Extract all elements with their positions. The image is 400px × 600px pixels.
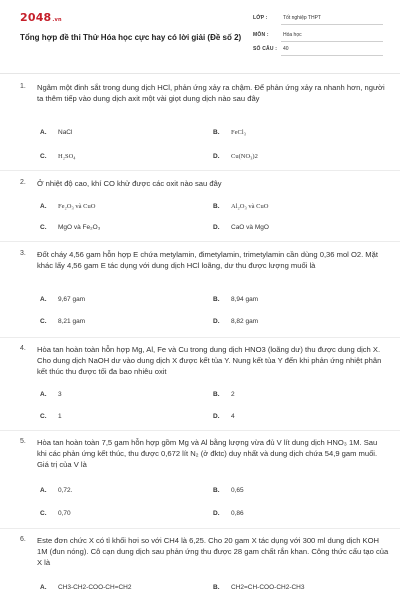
option-label: D. — [213, 510, 220, 517]
question-divider — [0, 241, 400, 242]
option-a[interactable] — [40, 203, 95, 210]
header-divider — [0, 73, 400, 74]
option-label: A. — [40, 487, 47, 494]
meta-lop — [253, 13, 383, 25]
option-a[interactable] — [40, 391, 62, 398]
option-text: MgO và Fe₂O₃ — [58, 224, 101, 231]
mon-value: Hóa học — [283, 32, 302, 38]
mon-underline — [281, 41, 383, 42]
option-a[interactable] — [40, 296, 85, 303]
question-divider — [0, 337, 400, 338]
page-title: Tổng hợp đề thi Thử Hóa học cực hay có lời giải (Đề số 2) — [20, 33, 242, 42]
option-text: 3 — [58, 391, 62, 398]
option-label: A. — [40, 584, 47, 591]
option-text: 0,86 — [231, 510, 244, 517]
option-d[interactable] — [213, 510, 244, 517]
logo-main: 2048 — [20, 11, 52, 24]
site-logo[interactable] — [20, 11, 62, 24]
meta-socau — [253, 44, 383, 56]
option-text: 2 — [231, 391, 235, 398]
option-label: C. — [40, 510, 47, 517]
lop-underline — [281, 24, 383, 25]
option-label: A. — [40, 129, 47, 136]
question-text: Hòa tan hoàn toàn hỗn hợp Mg, Al, Fe và Cu trong dung dịch HNO3 (loãng dư) thu được dung dịch X. Cho dung dịch NaOH dư vào dung dịch X được kết tủa Y. Nung kết tủa Y đến khi phản ứng nhiệt phân kết thúc thu được tối đa bao nhiêu oxit — [37, 345, 382, 377]
option-text: 8,21 gam — [58, 318, 86, 325]
option-text: FeCl₃ — [231, 129, 246, 136]
option-b[interactable] — [213, 129, 246, 136]
option-label: B. — [213, 129, 220, 136]
lop-label: LỚP : — [253, 15, 268, 21]
socau-value: 40 — [283, 46, 289, 52]
option-a[interactable] — [40, 584, 132, 591]
question-text: Este đơn chức X có tỉ khối hơi so với CH4 là 6,25. Cho 20 gam X tác dụng với 300 ml dung dịch KOH 1M (đun nóng). Cô cạn dung dịch sau phản ứng thu được 28 gam chất rắn khan. Công thức cấu tạo của X là — [37, 536, 389, 568]
option-text: 0,70 — [58, 510, 71, 517]
option-label: D. — [213, 224, 220, 231]
option-label: B. — [213, 584, 220, 591]
option-b[interactable] — [213, 391, 235, 398]
option-label: C. — [40, 224, 47, 231]
question-text: Ngâm một đinh sắt trong dung dịch HCl, phản ứng xảy ra chậm. Để phản ứng xảy ra nhanh hơn, người ta thêm tiếp vào dung dịch axit một vài giọt dung dịch nào sau đây — [37, 83, 385, 104]
option-text: Fe₂O₃ và CuO — [58, 203, 96, 210]
option-label: B. — [213, 296, 220, 303]
option-label: D. — [213, 318, 220, 325]
option-text: NaCl — [58, 129, 73, 136]
option-c[interactable] — [40, 413, 62, 420]
option-d[interactable] — [213, 413, 235, 420]
question-text: Hòa tan hoàn toàn 7,5 gam hỗn hợp gồm Mg và Al bằng lượng vừa đủ V lít dung dịch HNO₃ 1M. Sau khi các phản ứng kết thúc, thu được 0,672 lít N₂ (ở đktc) duy nhất và dung dịch chứa 54,9 gam muối. Giá trị của V là — [37, 438, 378, 470]
socau-underline — [281, 55, 383, 56]
option-text: 4 — [231, 413, 235, 420]
option-text: CaO và MgO — [231, 224, 269, 231]
option-b[interactable] — [213, 487, 244, 494]
option-b[interactable] — [213, 203, 268, 210]
lop-value: Tốt nghiệp THPT — [283, 15, 321, 21]
exam-header — [0, 0, 400, 64]
meta-mon — [253, 30, 383, 42]
question-number: 6. — [20, 536, 26, 543]
option-label: C. — [40, 413, 47, 420]
option-d[interactable] — [213, 318, 258, 325]
option-label: B. — [213, 487, 220, 494]
question-divider — [0, 170, 400, 171]
question-text: Đốt cháy 4,56 gam hỗn hợp E chứa metylamin, đimetylamin, trimetylamin cần dùng 0,36 mol O2. Mặt khác lấy 4,56 gam E tác dụng với dung dịch HCl loãng, dư thu được lượng muối là — [37, 250, 378, 271]
question-text: Ở nhiệt độ cao, khí CO khử được các oxit nào sau đây — [37, 179, 222, 188]
question-number: 5. — [20, 438, 26, 445]
option-text: 9,67 gam — [58, 296, 86, 303]
option-label: D. — [213, 413, 220, 420]
option-label: A. — [40, 203, 47, 210]
option-d[interactable] — [213, 224, 269, 231]
option-c[interactable] — [40, 224, 100, 231]
option-b[interactable] — [213, 584, 305, 591]
option-text: Al₂O₃ và CuO — [231, 203, 269, 210]
question-number: 2. — [20, 179, 26, 186]
option-label: D. — [213, 153, 220, 160]
option-text: H₂SO₄ — [58, 153, 76, 160]
option-label: C. — [40, 153, 47, 160]
option-a[interactable] — [40, 487, 72, 494]
mon-label: MÔN : — [253, 32, 269, 38]
question-number: 4. — [20, 345, 26, 352]
option-text: 8,82 gam — [231, 318, 259, 325]
option-c[interactable] — [40, 153, 76, 160]
option-label: B. — [213, 391, 220, 398]
option-text: CH2=CH-COO-CH2-CH3 — [231, 584, 305, 591]
question-divider — [0, 430, 400, 431]
option-a[interactable] — [40, 129, 72, 136]
option-text: 1 — [58, 413, 62, 420]
option-b[interactable] — [213, 296, 258, 303]
option-label: A. — [40, 296, 47, 303]
option-label: A. — [40, 391, 47, 398]
option-text: CH3-CH2-COO-CH=CH2 — [58, 584, 132, 591]
question-number: 3. — [20, 250, 26, 257]
option-d[interactable] — [213, 153, 258, 160]
option-text: Cu(NO₃)2 — [231, 153, 258, 160]
question-divider — [0, 528, 400, 529]
option-text: 0,72. — [58, 487, 73, 494]
option-text: 0,65 — [231, 487, 244, 494]
option-c[interactable] — [40, 318, 85, 325]
option-c[interactable] — [40, 510, 71, 517]
option-text: 8,94 gam — [231, 296, 259, 303]
option-label: B. — [213, 203, 220, 210]
question-number: 1. — [20, 83, 26, 90]
option-label: C. — [40, 318, 47, 325]
socau-label: SỐ CÂU : — [253, 46, 278, 52]
logo-sub: .vn — [52, 17, 62, 23]
